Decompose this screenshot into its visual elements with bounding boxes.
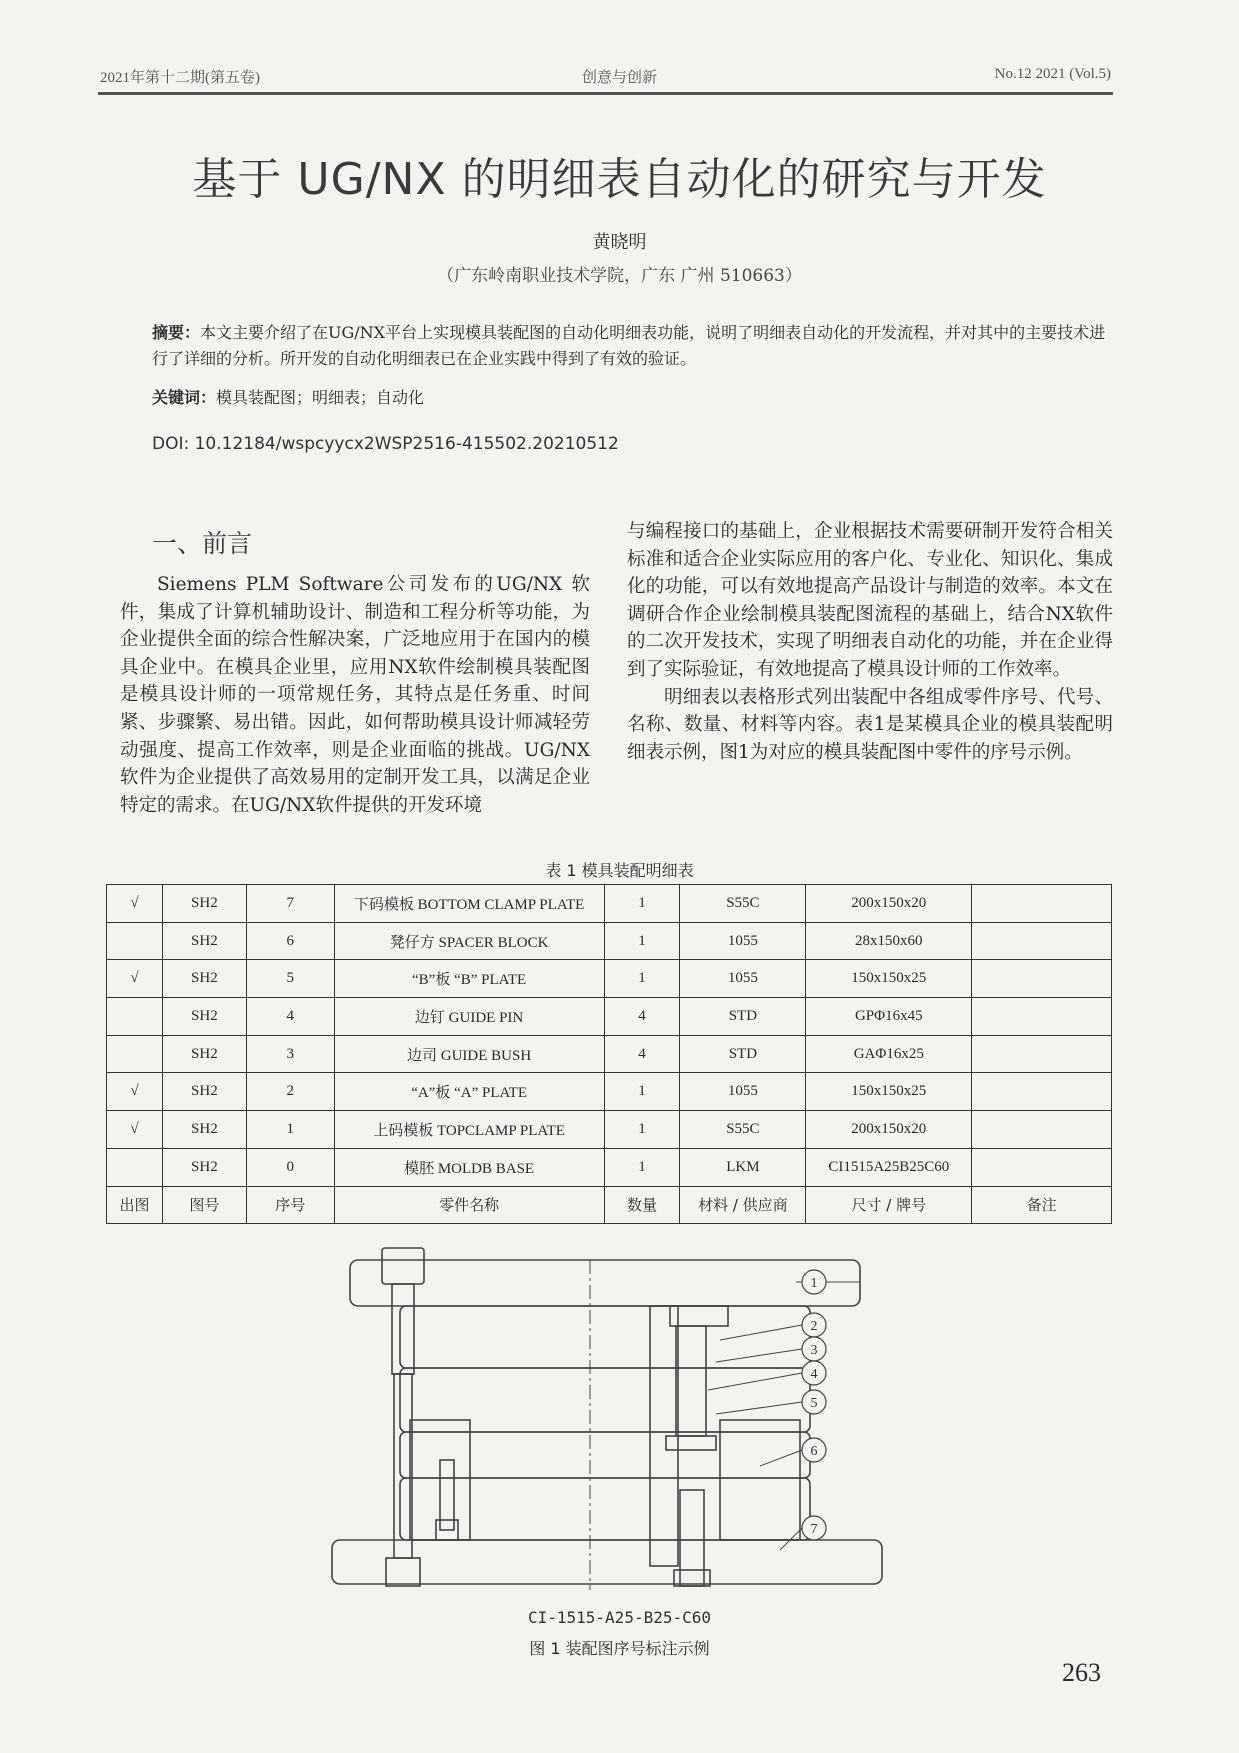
- bom-table: [106, 884, 1112, 1224]
- figure-caption: 图 1 装配图序号标注示例: [529, 1639, 710, 1658]
- table-cell: 边钉 GUIDE PIN: [334, 998, 604, 1036]
- table-cell: SH2: [162, 885, 246, 923]
- header-rule: [98, 92, 1113, 95]
- table-cell: 3: [246, 1035, 334, 1073]
- table-cell: [107, 922, 163, 960]
- table-cell: [107, 1148, 163, 1186]
- table-header-cell: 数量: [604, 1186, 680, 1224]
- table-header-cell: 序号: [246, 1186, 334, 1224]
- abstract-text: 本文主要介绍了在UG/NX平台上实现模具装配图的自动化明细表功能，说明了明细表自动化的开发流程，并对其中的主要技术进行了详细的分析。所开发的自动化明细表已在企业实践中得到了有效的验证。: [152, 323, 1106, 368]
- body-paragraph: 与编程接口的基础上，企业根据技术需要研制开发符合相关标准和适合企业实际应用的客户化、专业化、知识化、集成化的功能，可以有效地提高产品设计与制造的效率。本文在调研合作企业绘制模具装配图流程的基础上，结合NX软件的二次开发技术，实现了明细表自动化的功能，并在企业得到了实际验证，有效地提高了模具设计师的工作效率。: [627, 521, 1113, 680]
- table-cell: 上码模板 TOPCLAMP PLATE: [334, 1111, 604, 1149]
- part-balloon-label: 6: [810, 1444, 818, 1459]
- table-cell: [972, 998, 1112, 1036]
- table-header-cell: 材料 / 供应商: [680, 1186, 806, 1224]
- part-balloon-label: 4: [810, 1367, 818, 1382]
- table-cell: 6: [246, 922, 334, 960]
- table-row: [107, 960, 1112, 998]
- table-cell: 150x150x25: [806, 1073, 972, 1111]
- table-row: [107, 1035, 1112, 1073]
- table-cell: 4: [246, 998, 334, 1036]
- table-cell: 边司 GUIDE BUSH: [334, 1035, 604, 1073]
- table-cell: 1: [604, 922, 680, 960]
- table-cell: 200x150x20: [806, 885, 972, 923]
- table-cell: [972, 960, 1112, 998]
- table-cell: SH2: [162, 998, 246, 1036]
- section-heading: 一、前言: [152, 529, 253, 558]
- abstract: [152, 320, 1112, 372]
- table-cell: 1: [604, 960, 680, 998]
- table-cell: 150x150x25: [806, 960, 972, 998]
- table-header-cell: 出图: [107, 1186, 163, 1224]
- table-cell: 7: [246, 885, 334, 923]
- table-cell: 0: [246, 1148, 334, 1186]
- part-balloon-label: 1: [810, 1276, 818, 1291]
- table-cell: 4: [604, 1035, 680, 1073]
- table-cell: SH2: [162, 1073, 246, 1111]
- table-caption: 表 1 模具装配明细表: [545, 861, 694, 880]
- table-header-cell: 尺寸 / 牌号: [806, 1186, 972, 1224]
- table-cell: [972, 885, 1112, 923]
- table-cell: √: [107, 1111, 163, 1149]
- body-paragraph: Siemens PLM Software公司发布的UG/NX 软件，集成了计算机辅助设计、制造和工程分析等功能，为企业提供全面的综合性解决案，广泛地应用于在国内的模具企业中。在模具企业里，应用NX软件绘制模具装配图是模具设计师的一项常规任务，其特点是任务重、时间紧、步骤繁、易出错。因此，如何帮助模具设计师减轻劳动强度、提高工作效率，则是企业面临的挑战。UG/NX软件为企业提供了高效易用的定制开发工具，以满足企业特定的需求。在UG/NX软件提供的开发环境: [120, 574, 590, 816]
- table-cell: √: [107, 960, 163, 998]
- body-left-column: [120, 571, 590, 819]
- table-cell: √: [107, 1073, 163, 1111]
- table-cell: SH2: [162, 1111, 246, 1149]
- table-cell: [972, 922, 1112, 960]
- affiliation: （广东岭南职业技术学院，广东 广州 510663）: [437, 266, 802, 286]
- table-cell: 凳仔方 SPACER BLOCK: [334, 922, 604, 960]
- table-cell: 28x150x60: [806, 922, 972, 960]
- table-cell: [107, 998, 163, 1036]
- table-row: [107, 922, 1112, 960]
- table-cell: GPΦ16x45: [806, 998, 972, 1036]
- keywords-text: 模具装配图；明细表；自动化: [216, 388, 425, 407]
- body-right-column: [627, 518, 1113, 766]
- body-paragraph: 明细表以表格形式列出装配中各组成零件序号、代号、名称、数量、材料等内容。表1是某模具企业的模具装配明细表示例，图1为对应的模具装配图中零件的序号示例。: [627, 686, 1113, 763]
- table-cell: 200x150x20: [806, 1111, 972, 1149]
- table-cell: 1055: [680, 922, 806, 960]
- table-row: [107, 998, 1112, 1036]
- table-header-row: [107, 1186, 1112, 1224]
- table-cell: 1: [246, 1111, 334, 1149]
- keywords: [152, 385, 424, 408]
- abstract-label: 摘要：: [152, 323, 201, 342]
- part-balloon-label: 5: [810, 1396, 818, 1411]
- table-header-cell: 备注: [972, 1186, 1112, 1224]
- table-cell: 1055: [680, 1073, 806, 1111]
- page-number: 263: [1062, 1658, 1101, 1687]
- figure-model-code: CI-1515-A25-B25-C60: [527, 1608, 712, 1627]
- table-cell: 1: [604, 1148, 680, 1186]
- table-cell: [972, 1073, 1112, 1111]
- table-cell: 1: [604, 1073, 680, 1111]
- table-cell: 1055: [680, 960, 806, 998]
- table-cell: [107, 1035, 163, 1073]
- table-cell: LKM: [680, 1148, 806, 1186]
- table-cell: 1: [604, 1111, 680, 1149]
- table-header-cell: 零件名称: [334, 1186, 604, 1224]
- table-cell: 模胚 MOLDB BASE: [334, 1148, 604, 1186]
- doi: DOI: 10.12184/wspcyycx2WSP2516-415502.20210512: [152, 434, 619, 454]
- table-row: [107, 1073, 1112, 1111]
- table-cell: 5: [246, 960, 334, 998]
- header-volume: No.12 2021 (Vol.5): [994, 66, 1111, 82]
- table-cell: [972, 1148, 1112, 1186]
- table-header-cell: 图号: [162, 1186, 246, 1224]
- table-row: [107, 1111, 1112, 1149]
- table-cell: STD: [680, 1035, 806, 1073]
- table-cell: SH2: [162, 922, 246, 960]
- table-cell: 下码模板 BOTTOM CLAMP PLATE: [334, 885, 604, 923]
- part-balloon-label: 2: [810, 1319, 818, 1334]
- table-cell: CI1515A25B25C60: [806, 1148, 972, 1186]
- table-cell: √: [107, 885, 163, 923]
- table-cell: SH2: [162, 1035, 246, 1073]
- table-cell: SH2: [162, 960, 246, 998]
- table-cell: STD: [680, 998, 806, 1036]
- part-balloon-label: 7: [810, 1522, 818, 1537]
- table-cell: S55C: [680, 885, 806, 923]
- assembly-drawing: [320, 1240, 940, 1600]
- table-cell: “B”板 “B” PLATE: [334, 960, 604, 998]
- table-row: [107, 1148, 1112, 1186]
- table-cell: 2: [246, 1073, 334, 1111]
- table-cell: GAΦ16x25: [806, 1035, 972, 1073]
- table-cell: [972, 1111, 1112, 1149]
- table-cell: 1: [604, 885, 680, 923]
- header-issue: 2021年第十二期(第五卷): [100, 70, 260, 86]
- header-journal: 创意与创新: [581, 70, 657, 86]
- author: 黄晓明: [592, 232, 647, 253]
- paper-title: 基于 UG/NX 的明细表自动化的研究与开发: [192, 154, 1047, 205]
- table-cell: S55C: [680, 1111, 806, 1149]
- table-cell: [972, 1035, 1112, 1073]
- table-cell: “A”板 “A” PLATE: [334, 1073, 604, 1111]
- table-cell: 4: [604, 998, 680, 1036]
- part-balloon-label: 3: [810, 1343, 818, 1358]
- keywords-label: 关键词：: [152, 388, 217, 407]
- table-cell: SH2: [162, 1148, 246, 1186]
- table-row: [107, 885, 1112, 923]
